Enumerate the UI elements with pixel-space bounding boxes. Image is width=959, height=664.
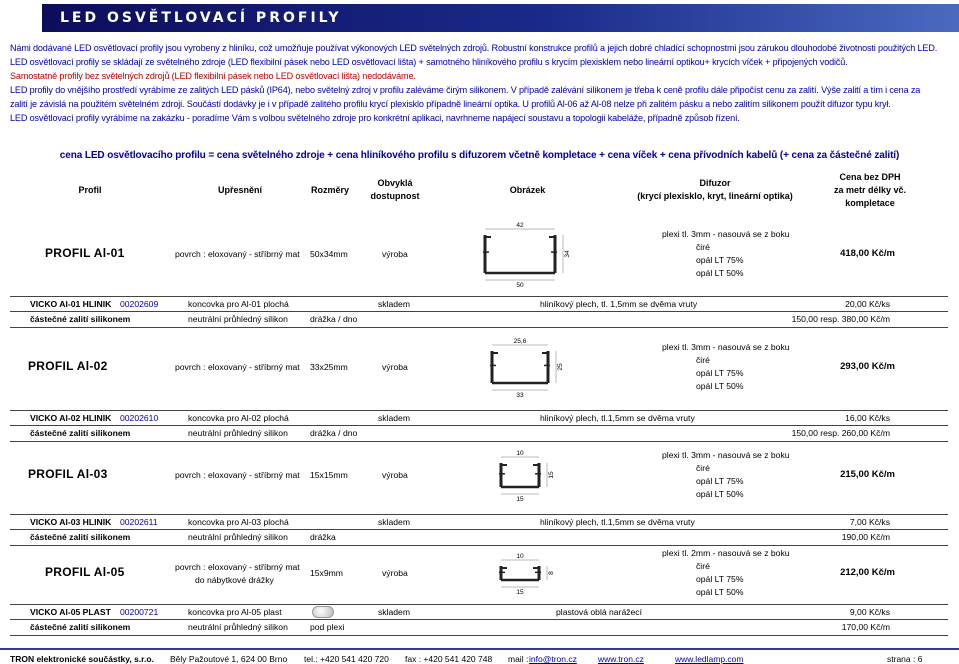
diffuser-option: plexi tl. 2mm - nasouvá se z boku — [662, 548, 790, 558]
cap-order-number: 00202609 — [120, 299, 159, 309]
cap-order-number: 00202610 — [120, 413, 159, 423]
diffuser-option: opál LT 75% — [696, 574, 744, 584]
cap-stock: skladem — [378, 517, 410, 527]
footer — [0, 648, 959, 664]
diffuser-option: opál LT 75% — [696, 476, 744, 486]
cap-code: VICKO Al-05 PLAST — [30, 607, 111, 617]
footer-mail-link[interactable]: info@tron.cz — [529, 654, 577, 664]
seal-price: 150,00 resp. 260,00 Kč/m — [791, 428, 890, 438]
diffuser-option: opál LT 50% — [696, 587, 744, 597]
product-dimensions: 50x34mm — [310, 249, 348, 259]
cap-order-number: 00200721 — [120, 607, 159, 617]
drawing-dimension-label: 25 — [557, 363, 564, 371]
seal-unit: pod plexi — [310, 622, 345, 632]
diffuser-option: čiré — [696, 463, 710, 473]
intro-line-5: zalití je závislá na použitém světelném zdroji. Součástí dodávky je i v případě zalitého profilu krycí plexisklo případně lineární optika. U profilů Al-06 až Al-08 nelze při zalitém pásku a nebo zalitím silikonem použít difuzor typu krył. — [10, 99, 891, 109]
seal-description: neutrální průhledný silikon — [188, 622, 288, 632]
product-dimensions: 15x9mm — [310, 568, 343, 578]
diffuser-option: opál LT 50% — [696, 489, 744, 499]
drawing-dimension-label: 15 — [516, 496, 524, 503]
cap-description: koncovka pro Al-02 plochá — [188, 413, 289, 423]
diffuser-option: opál LT 75% — [696, 255, 744, 265]
seal-description: neutrální průhledný silikon — [188, 532, 288, 542]
product-surface: povrch : eloxovaný - stříbrný mat — [175, 562, 300, 572]
drawing-dimension-label: 10 — [516, 450, 524, 457]
footer-address: Běly Pažoutové 1, 624 00 Brno — [170, 654, 288, 664]
footer-web-tron[interactable]: www.tron.cz — [598, 654, 644, 664]
product-price: 293,00 Kč/m — [840, 361, 895, 372]
product-name: PROFIL Al-01 — [45, 246, 125, 260]
product-surface-2: do nábytkové drážky — [195, 575, 274, 585]
diffuser-option: plexi tl. 3mm - nasouvá se z boku — [662, 342, 790, 352]
profile-drawing-4 — [470, 544, 580, 602]
cap-material: hliníkový plech, tl.1,5mm se dvěma vruty — [540, 413, 695, 423]
profile-drawing-1 — [470, 214, 580, 294]
product-dimensions: 15x15mm — [310, 470, 348, 480]
footer-web-ledlamp[interactable]: www.ledlamp.com — [675, 654, 744, 664]
seal-name: částečné zalití silikonem — [30, 428, 131, 438]
cap-code: VICKO Al-02 HLINIK — [30, 413, 112, 423]
page-title: LED OSVĚTLOVACÍ PROFILY — [60, 10, 342, 26]
footer-fax: fax : +420 541 420 748 — [405, 654, 493, 664]
header-difuzor-2: (krycí plexisklo, kryt, lineární optika) — [637, 191, 793, 201]
diffuser-option: čiré — [696, 561, 710, 571]
footer-mail-label: mail : — [508, 654, 529, 664]
cap-price: 7,00 Kč/ks — [849, 517, 890, 527]
product-surface: povrch : eloxovaný - stříbrný mat — [175, 470, 300, 480]
profile-drawing-2 — [470, 326, 580, 408]
product-price: 418,00 Kč/m — [840, 248, 895, 259]
cap-price: 20,00 Kč/ks — [845, 299, 890, 309]
drawing-dimension-label: 42 — [516, 222, 524, 229]
diffuser-option: čiré — [696, 355, 710, 365]
cap-material: hliníkový plech, tl.1,5mm se dvěma vruty — [540, 517, 695, 527]
footer-tel: tel.: +420 541 420 720 — [304, 654, 389, 664]
header-dostupnost-2: dostupnost — [370, 191, 420, 201]
seal-price: 190,00 Kč/m — [841, 532, 890, 542]
header-cena-2: za metr délky vč. kompletace — [833, 184, 907, 208]
header-difuzor — [635, 170, 795, 210]
seal-description: neutrální průhledný silikon — [188, 428, 288, 438]
header-dostupnost — [365, 170, 425, 210]
intro-line-3: Samostatně profily bez světelných zdrojů (LED flexibilní pásek nebo LED osvětlovací lišta) nedodáváme. — [10, 71, 416, 81]
diffuser-option: čiré — [696, 242, 710, 252]
header-difuzor-1: Difuzor — [699, 178, 731, 188]
seal-name: částečné zalití silikonem — [30, 314, 131, 324]
profile-drawing-3 — [470, 438, 580, 512]
cap-code: VICKO Al-01 HLINIK — [30, 299, 112, 309]
diffuser-option: opál LT 50% — [696, 268, 744, 278]
drawing-dimension-label: 50 — [516, 282, 524, 289]
header-obrazek: Obrázek — [509, 184, 546, 195]
seal-price: 170,00 Kč/m — [841, 622, 890, 632]
diffuser-option: opál LT 75% — [696, 368, 744, 378]
product-name: PROFIL Al-05 — [45, 565, 125, 579]
row-divider — [10, 410, 948, 411]
cap-stock: skladem — [378, 607, 410, 617]
intro-line-1: Námi dodávané LED osvětlovací profily jsou vyrobeny z hliníku, což umožňuje používat výkonových LED světelných zdrojů. Robustní konstrukce profilů a jejich dobré chladící schopnostmi jsou zárukou dlouhodobé životnosti použitých LED. — [10, 43, 938, 53]
row-divider — [10, 311, 948, 312]
drawing-dimension-label: 15 — [516, 589, 524, 596]
header-rozmery: Rozměry — [310, 184, 349, 195]
diffuser-option: plexi tl. 3mm - nasouvá se z boku — [662, 450, 790, 460]
header-cena-1: Cena bez DPH — [839, 171, 901, 182]
cap-order-number: 00202611 — [120, 517, 158, 527]
cap-price: 16,00 Kč/ks — [845, 413, 890, 423]
intro-line-6: LED osvětlovací profily vyrábíme na zakázku - poradíme Vám s volbou světelného zdroje pro konkrétní aplikaci, navrhneme napájecí soustavu a topologii kabeláže, případně způsob řízení. — [10, 113, 740, 123]
product-price: 215,00 Kč/m — [840, 469, 895, 480]
row-divider — [10, 604, 948, 605]
product-availability: výroba — [382, 568, 408, 578]
row-divider — [10, 529, 948, 530]
drawing-dimension-label: 25,6 — [513, 338, 527, 345]
seal-name: částečné zalití silikonem — [30, 622, 131, 632]
header-dostupnost-1: Obvyklá — [377, 178, 413, 188]
cap-description: koncovka pro Al-05 plast — [188, 607, 282, 617]
row-divider — [10, 619, 948, 620]
seal-name: částečné zalití silikonem — [30, 532, 131, 542]
intro-text — [10, 41, 950, 125]
cap-material: plastová oblá narážecí — [556, 607, 642, 617]
product-name: PROFIL Al-03 — [28, 467, 108, 481]
row-divider — [10, 514, 948, 515]
footer-company: TRON elektronické součástky, s.r.o. — [10, 654, 154, 664]
row-divider — [10, 425, 948, 426]
drawing-dimension-label: 33 — [516, 392, 524, 399]
header-profil: Profil — [78, 184, 102, 195]
product-price: 212,00 Kč/m — [840, 567, 895, 578]
header-cena — [815, 170, 925, 210]
product-availability: výroba — [382, 470, 408, 480]
seal-unit: drážka / dno — [310, 428, 358, 438]
cap-description: koncovka pro Al-03 plochá — [188, 517, 289, 527]
footer-page-number: strana : 6 — [887, 654, 923, 664]
seal-price: 150,00 resp. 380,00 Kč/m — [791, 314, 890, 324]
product-surface: povrch : eloxovaný - stříbrný mat — [175, 249, 300, 259]
drawing-dimension-label: 34 — [564, 250, 571, 258]
seal-unit: drážka — [310, 532, 336, 542]
cap-description: koncovka pro Al-01 plochá — [188, 299, 289, 309]
cap-price: 9,00 Kč/ks — [849, 607, 890, 617]
seal-description: neutrální průhledný silikon — [188, 314, 288, 324]
cap-stock: skladem — [378, 413, 410, 423]
page-banner — [42, 4, 959, 32]
header-upresneni: Upřesnění — [217, 184, 262, 195]
price-formula: cena LED osvětlovacího profilu = cena světelného zdroje + cena hliníkového profilu s difuzorem včetně kompletace + cena víček + cena přívodních kabelů (+ cena za částečné zalití) — [59, 150, 900, 161]
diffuser-option: plexi tl. 3mm - nasouvá se z boku — [662, 229, 790, 239]
seal-unit: drážka / dno — [310, 314, 358, 324]
product-availability: výroba — [382, 249, 408, 259]
product-surface: povrch : eloxovaný - stříbrný mat — [175, 362, 300, 372]
intro-line-2: LED osvětlovací profily se skládají ze světelného zdroje (LED flexibilní pásek nebo LED osvětlovací lišta) + samotného hliníkového profilu s krycím plexisklem nebo lineární optikou+ krycích víček + připojených vodičů. — [10, 57, 848, 67]
drawing-dimension-label: 15 — [548, 471, 555, 479]
cap-stock: skladem — [378, 299, 410, 309]
product-availability: výroba — [382, 362, 408, 372]
cap-plast-icon — [312, 606, 334, 618]
row-divider — [10, 635, 948, 636]
product-name: PROFIL Al-02 — [28, 359, 108, 373]
product-dimensions: 33x25mm — [310, 362, 348, 372]
cap-code: VICKO Al-03 HLINIK — [30, 517, 112, 527]
drawing-dimension-label: 8 — [548, 571, 555, 575]
drawing-dimension-label: 10 — [516, 553, 524, 560]
cap-material: hliníkový plech, tl. 1,5mm se dvěma vruty — [540, 299, 698, 309]
intro-line-4: LED profily do vnějšího prostředí vyrábíme ze zalitých LED pásků (IP64), nebo světelný zdroj v profilu zaléváme čirým silikonem. V případě zalévání silikonem je třeba k ceně profilu dále připočíst cenu za zalití. Výše zalití a tím i cena za — [10, 85, 921, 95]
row-divider — [10, 296, 948, 297]
diffuser-option: opál LT 50% — [696, 381, 744, 391]
